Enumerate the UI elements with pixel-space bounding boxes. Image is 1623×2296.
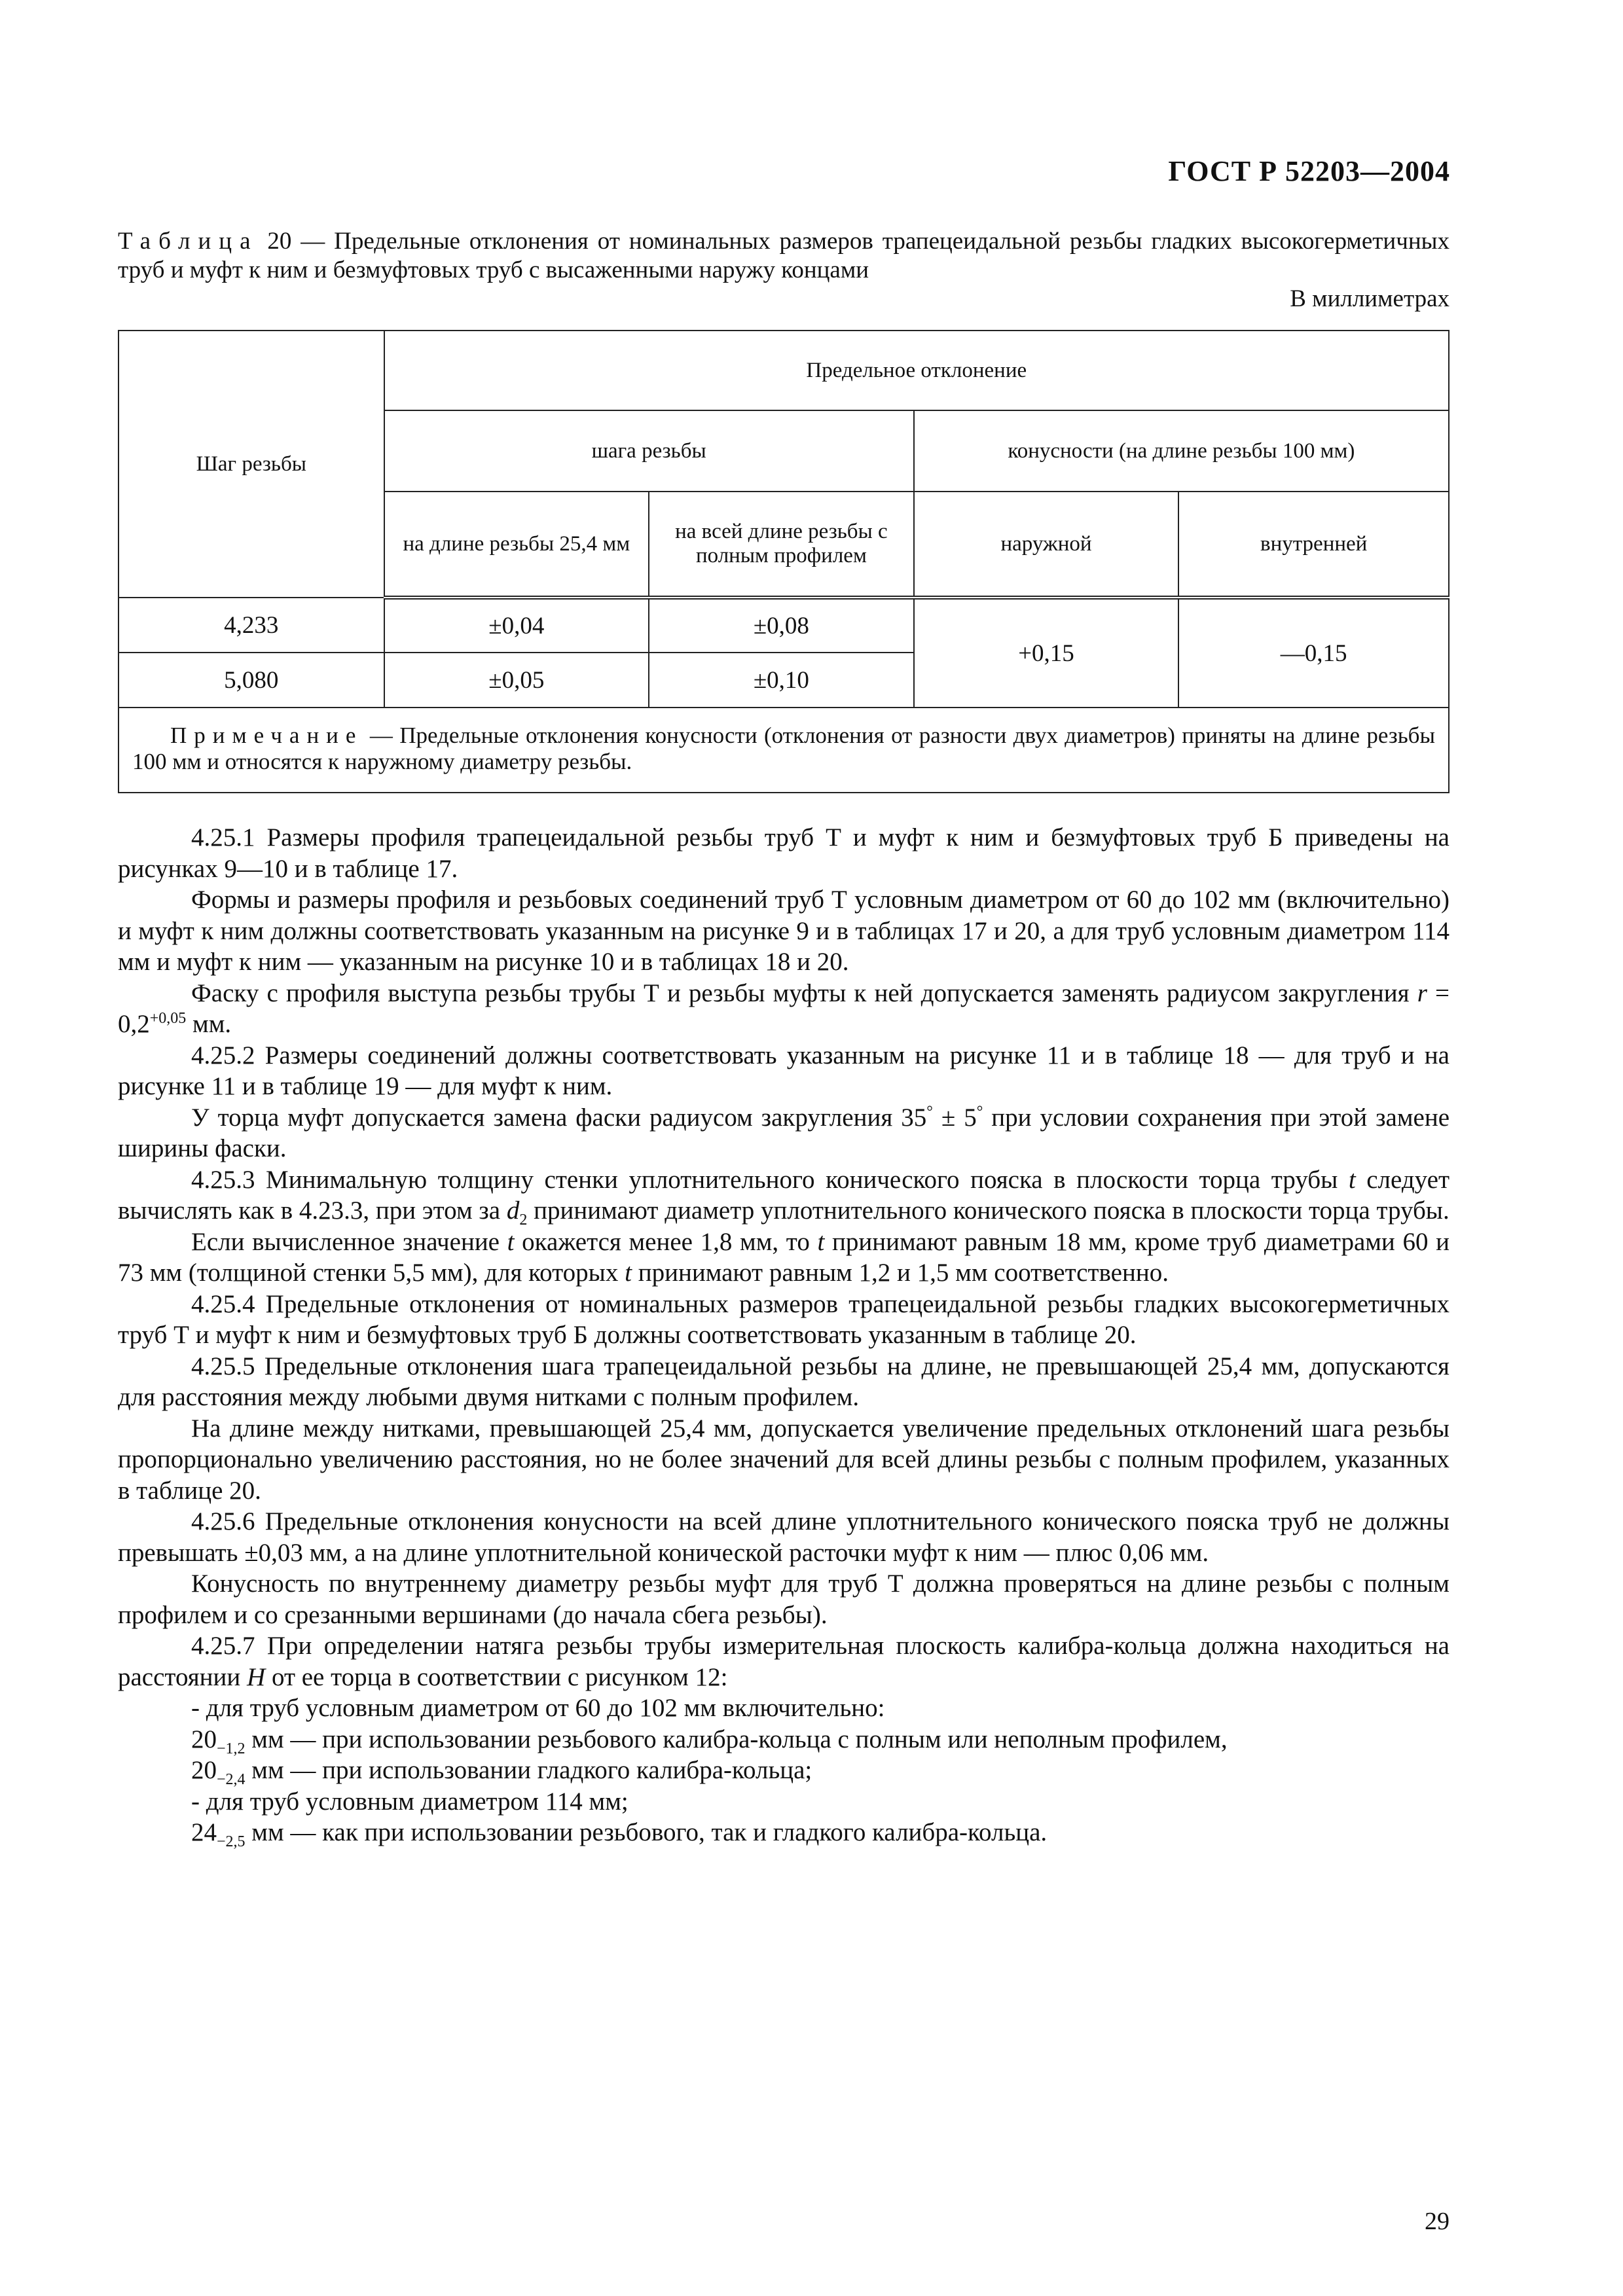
value: 20 — [191, 1725, 217, 1753]
symbol-H: H — [247, 1662, 266, 1691]
cell-dev-full: ±0,08 — [649, 598, 914, 653]
paragraph: 4.25.1 Размеры профиля трапецеидальной резьбы труб Т и муфт к ним и безмуфтовых труб Б приведены на рисунках 9—10 и в таблице 17. — [118, 823, 1450, 883]
text-fragment: 4.25.7 При определении натяга резьбы трубы измерительная плоскость калибра-кольца должна находиться на расстоянии — [118, 1632, 1450, 1691]
symbol-r: r — [1417, 978, 1427, 1007]
text-fragment: мм — при использовании гладкого калибра-кольца; — [245, 1756, 812, 1784]
paragraph — [118, 1164, 1450, 1227]
page-number: 29 — [1425, 2208, 1450, 2235]
paragraph: 4.25.6 Предельные отклонения конусности на всей длине уплотнительного конического пояска труб не должны превышать ±0,03 мм, а на длине уплотнительной конической расточки муфт к ним — плюс 0,06 мм. — [118, 1507, 1450, 1567]
header-external: наружной — [914, 492, 1179, 598]
text-fragment: ± 5 — [932, 1103, 977, 1132]
symbol-d: d — [506, 1196, 520, 1225]
cell-taper-external: +0,15 — [914, 598, 1179, 708]
deviations-table — [118, 330, 1450, 793]
table-caption — [118, 227, 1450, 285]
paragraph: Конусность по внутреннему диаметру резьбы муфт для труб Т должна проверяться на длине резьбы с полным профилем и со срезанными вершинами (до начала сбега резьбы). — [118, 1570, 1450, 1629]
paragraph — [118, 1102, 1450, 1164]
table-note-text: — Предельные отклонения конусности (отклонения от разности двух диаметров) приняты на длине резьбы 100 мм и относятся к наружному диаметру резьбы. — [132, 723, 1435, 774]
text-fragment: У торца муфт допускается замена фаски радиусом закругления 35 — [191, 1103, 927, 1132]
symbol-t: t — [1348, 1165, 1356, 1194]
subscript: −1,2 — [217, 1740, 246, 1757]
table-note — [119, 708, 1449, 793]
header-on-full-length: на всей длине резьбы с полным профилем — [649, 492, 914, 598]
cell-pitch: 5,080 — [119, 653, 384, 708]
header-on-length-25-4: на длине резьбы 25,4 мм — [384, 492, 649, 598]
body-text — [118, 822, 1450, 1848]
header-thread-pitch: Шаг резьбы — [119, 331, 384, 598]
header-limit-deviation: Предельное отклонение — [384, 331, 1449, 410]
value: 20 — [191, 1756, 217, 1784]
cell-dev-25-4: ±0,05 — [384, 653, 649, 708]
list-item: - для труб условным диаметром 114 мм; — [191, 1787, 629, 1816]
text-fragment: мм — при использовании резьбового калибра-кольца с полным или неполным профилем, — [245, 1725, 1228, 1753]
list-item — [118, 1755, 1450, 1786]
paragraph: На длине между нитками, превышающей 25,4 мм, допускается увеличение предельных отклонений шага резьбы пропорционально увеличению расстояния, но не более значений для всей длины резьбы с полным профилем, указанных в таблице 20. — [118, 1414, 1450, 1505]
degree-sign: ° — [976, 1103, 983, 1121]
cell-pitch: 4,233 — [119, 598, 384, 653]
text-fragment: принимают равным 1,2 и 1,5 мм соответственно. — [631, 1259, 1169, 1287]
cell-dev-full: ±0,10 — [649, 653, 914, 708]
subscript: −2,4 — [217, 1770, 246, 1788]
table-row — [119, 598, 1449, 653]
cell-taper-internal: —0,15 — [1178, 598, 1449, 708]
header-internal: внутренней — [1178, 492, 1449, 598]
subscript: 2 — [519, 1211, 528, 1229]
table-units: В миллиметрах — [1290, 285, 1450, 312]
header-taper-deviation: конусности (на длине резьбы 100 мм) — [914, 410, 1449, 492]
text-fragment: окажется менее 1,8 мм, то — [514, 1227, 818, 1256]
document-header: ГОСТ Р 52203—2004 — [1168, 155, 1450, 187]
header-pitch-deviation: шага резьбы — [384, 410, 914, 492]
paragraph — [118, 1630, 1450, 1693]
paragraph — [118, 1227, 1450, 1289]
text-fragment: следует вычислять как в 4.23.3, при этом за — [118, 1165, 1450, 1225]
text-fragment: мм — как при использовании резьбового, так и гладкого калибра-кольца. — [245, 1818, 1048, 1846]
paragraph: 4.25.4 Предельные отклонения от номинальных размеров трапецеидальной резьбы гладких высокогерметичных труб Т и муфт к ним и безмуфтовых труб Б должны соответствовать указанным в таблице 20. — [118, 1289, 1450, 1349]
text-fragment: мм. — [186, 1010, 232, 1038]
cell-dev-25-4: ±0,04 — [384, 598, 649, 653]
value: 24 — [191, 1818, 217, 1846]
superscript: +0,05 — [149, 1010, 187, 1027]
subscript: −2,5 — [217, 1833, 246, 1850]
paragraph: 4.25.2 Размеры соединений должны соответствовать указанным на рисунке 11 и в таблице 18 — для труб и на рисунке 11 и в таблице 19 — для муфт к ним. — [118, 1041, 1450, 1100]
list-item — [118, 1724, 1450, 1755]
table-note-word: Примечание — [170, 723, 363, 748]
symbol-t: t — [507, 1227, 515, 1256]
text-fragment: Фаску с профиля выступа резьбы трубы Т и резьбы муфты к ней допускается заменять радиусом закругления — [191, 978, 1417, 1007]
text-fragment: от ее торца в соответствии с рисунком 12: — [265, 1662, 728, 1691]
table-caption-text: 20 — Предельные отклонения от номинальных размеров трапецеидальной резьбы гладких высокогерметичных труб и муфт к ним и безмуфтовых труб с высаженными наружу концами — [118, 228, 1450, 283]
text-fragment: 4.25.3 Минимальную толщину стенки уплотнительного конического пояска в плоскости торца трубы — [191, 1165, 1349, 1194]
symbol-t: t — [625, 1259, 632, 1287]
symbol-t: t — [817, 1227, 825, 1256]
degree-sign: ° — [926, 1103, 933, 1121]
paragraph: Формы и размеры профиля и резьбовых соединений труб Т условным диаметром от 60 до 102 мм (включительно) и муфт к ним должны соответствовать указанным на рисунке 9 и в таблицах 17 и 20, а для труб условным диаметром 114 мм и муфт к ним — указанным на рисунке 10 и в таблицах 18 и 20. — [118, 886, 1450, 976]
text-fragment: при условии сохранения при этой замене ширины фаски. — [118, 1103, 1450, 1162]
paragraph — [118, 978, 1450, 1040]
paragraph: 4.25.5 Предельные отклонения шага трапецеидальной резьбы на длине, не превышающей 25,4 мм, допускаются для расстояния между любыми двумя нитками с полным профилем. — [118, 1352, 1450, 1411]
list-item: - для труб условным диаметром от 60 до 102 мм включительно: — [191, 1694, 885, 1722]
list-item — [118, 1817, 1450, 1848]
text-fragment: Если вычисленное значение — [191, 1227, 507, 1256]
text-fragment: принимают равным 18 мм, кроме труб диаметрами 60 и 73 мм (толщиной стенки 5,5 мм), для которых — [118, 1227, 1450, 1287]
text-fragment: принимают диаметр уплотнительного конического пояска в плоскости торца трубы. — [527, 1196, 1450, 1225]
text-fragment: = 0,2 — [118, 978, 1450, 1038]
table-caption-word: Таблица — [118, 228, 259, 255]
